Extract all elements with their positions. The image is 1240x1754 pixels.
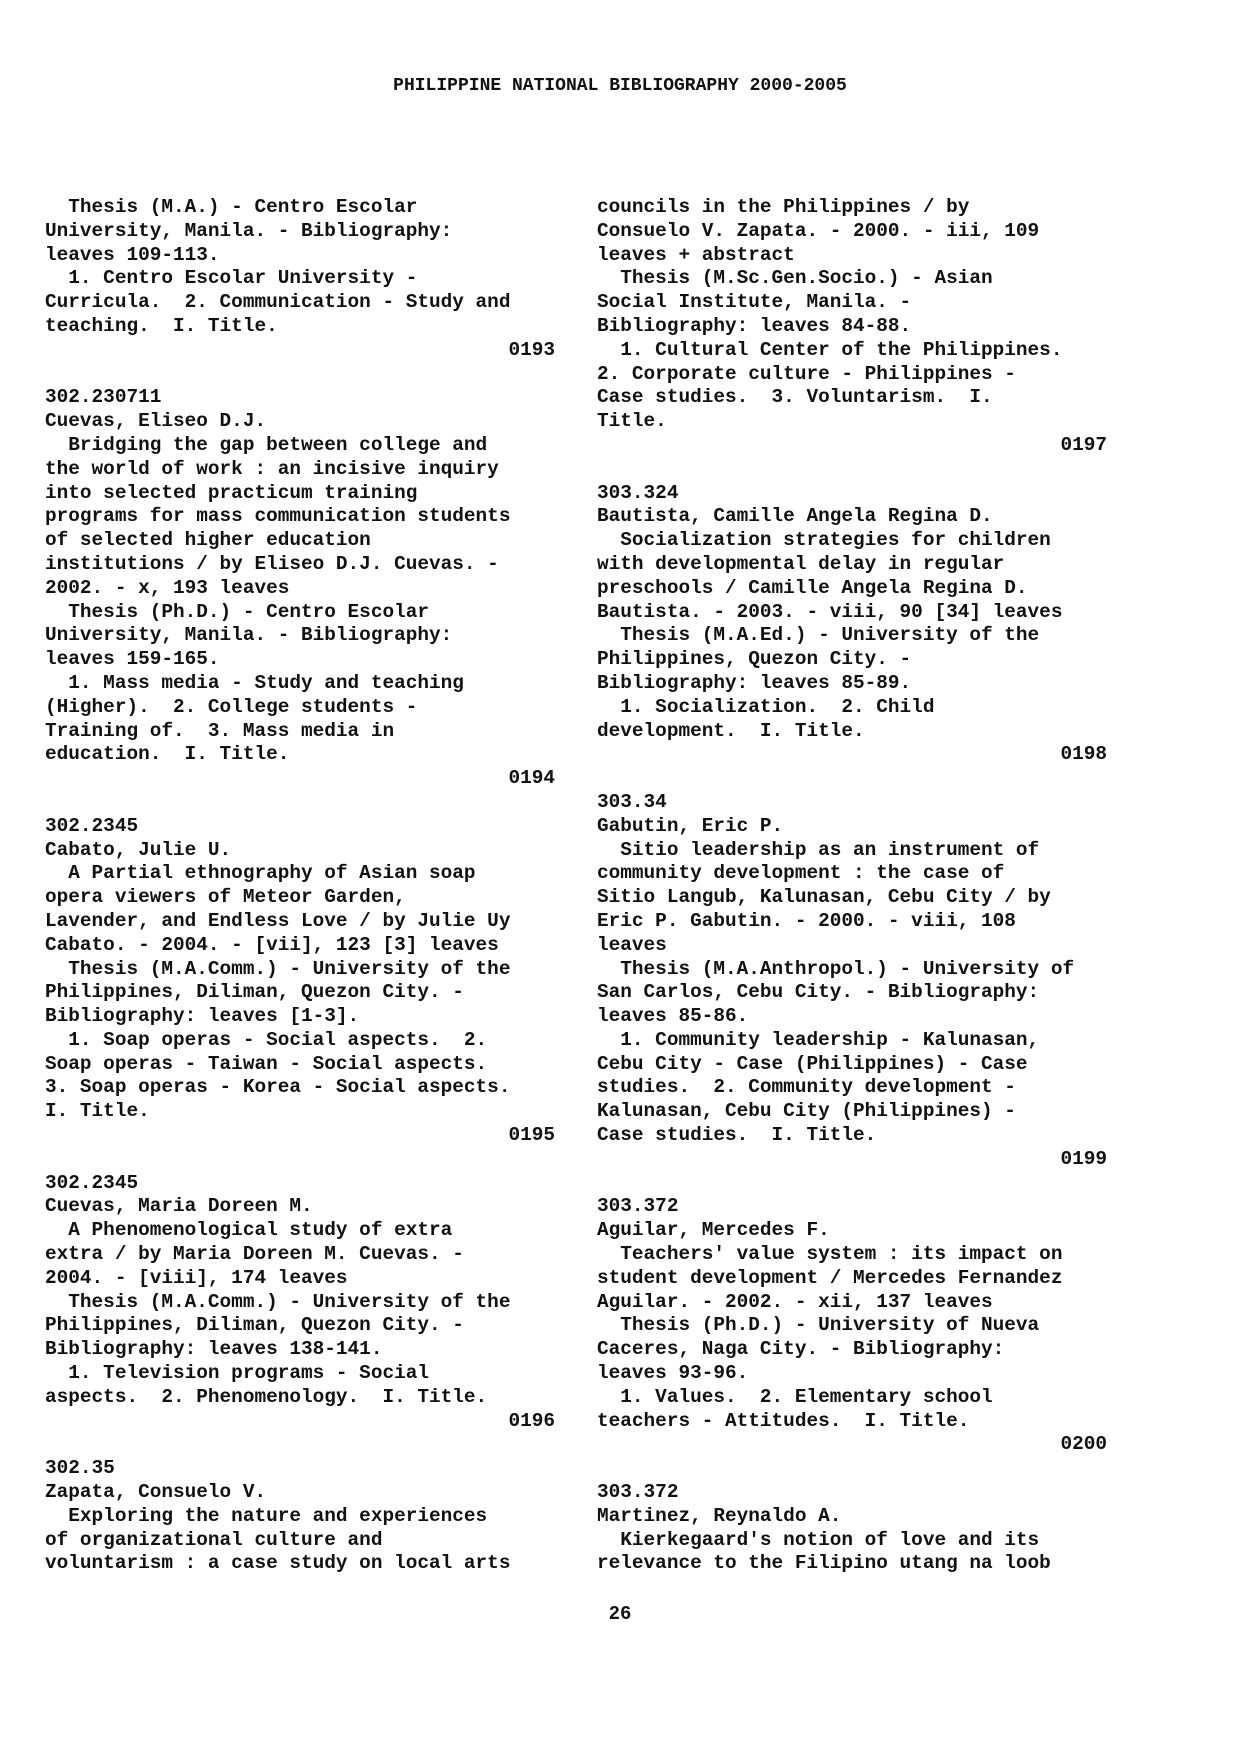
entry-title-line: leaves + abstract — [597, 243, 795, 266]
entry-title-line: voluntarism : a case study on local arts — [45, 1552, 511, 1575]
entry-subject-line: 1. Centro Escolar University - — [45, 267, 418, 290]
entry-number: 0200 — [1060, 1433, 1107, 1456]
entry-author: Cuevas, Eliseo D.J. — [45, 410, 267, 433]
entry-number: 0195 — [508, 1124, 555, 1147]
entry-note-line: leaves 85-86. — [597, 1005, 749, 1028]
entry-subject-line: Curricula. 2. Communication - Study and — [45, 291, 511, 314]
entry-author: Cuevas, Maria Doreen M. — [45, 1195, 313, 1218]
entry-subject-line: studies. 2. Community development - — [597, 1076, 1016, 1099]
entry-0197-continued — [597, 196, 1107, 458]
entry-note-line: leaves 93-96. — [597, 1362, 749, 1385]
entry-subject-line: 1. Values. 2. Elementary school — [597, 1385, 993, 1408]
entry-title-line: A Phenomenological study of extra — [45, 1219, 453, 1242]
entry-number: 0196 — [508, 1409, 555, 1432]
entry-author: Zapata, Consuelo V. — [45, 1481, 267, 1504]
entry-note-line: Bibliography: leaves 84-88. — [597, 314, 912, 337]
entry-0193-continued — [45, 196, 555, 363]
entry-note-line: leaves 159-165. — [45, 648, 220, 671]
entry-note-line: Philippines, Diliman, Quezon City. - — [45, 981, 464, 1004]
entry-note-line: University, Manila. - Bibliography: — [45, 219, 453, 242]
entry-title-line: Teachers' value system : its impact on — [597, 1243, 1063, 1266]
entry-subject-line: 1. Socialization. 2. Child — [597, 695, 935, 718]
entry-class-number: 302.2345 — [45, 814, 139, 837]
entry-title-line: leaves — [597, 933, 667, 956]
entry-0199 — [597, 791, 1107, 1172]
entry-title-line: of organizational culture and — [45, 1528, 383, 1551]
entry-class-number: 302.230711 — [45, 386, 162, 409]
entry-title-line: Bautista. - 2003. - viii, 90 [34] leaves — [597, 600, 1063, 623]
entry-note-line: University, Manila. - Bibliography: — [45, 624, 453, 647]
entry-subject-line: development. I. Title. — [597, 719, 865, 742]
page-number: 26 — [608, 1603, 632, 1625]
entry-subject-line: (Higher). 2. College students - — [45, 695, 418, 718]
entry-class-number: 303.34 — [597, 790, 667, 813]
entry-number: 0194 — [508, 767, 555, 790]
entry-note-line: Thesis (M.A.Comm.) - University of the — [45, 1290, 511, 1313]
entry-title-line: A Partial ethnography of Asian soap — [45, 862, 476, 885]
entry-title-line: Lavender, and Endless Love / by Julie Uy — [45, 909, 511, 932]
entry-0195 — [45, 815, 555, 1148]
entry-title-line: Kierkegaard's notion of love and its — [597, 1528, 1040, 1551]
entry-title-line: 2004. - [viii], 174 leaves — [45, 1266, 348, 1289]
entry-author: Gabutin, Eric P. — [597, 814, 784, 837]
entry-class-number: 302.35 — [45, 1457, 115, 1480]
entry-note-line: Thesis (Ph.D.) - University of Nueva — [597, 1314, 1040, 1337]
entry-number: 0199 — [1060, 1147, 1107, 1170]
entry-subject-line: education. I. Title. — [45, 743, 290, 766]
entry-0194 — [45, 386, 555, 791]
entry-title-line: Eric P. Gabutin. - 2000. - viii, 108 — [597, 909, 1016, 932]
entry-author: Martinez, Reynaldo A. — [597, 1504, 842, 1527]
entry-note-line: San Carlos, Cebu City. - Bibliography: — [597, 981, 1040, 1004]
entry-author: Bautista, Camille Angela Regina D. — [597, 505, 993, 528]
entry-note-line: Thesis (M.A.Anthropol.) - University of — [597, 957, 1075, 980]
entry-subject-line: 1. Mass media - Study and teaching — [45, 671, 464, 694]
entry-author: Aguilar, Mercedes F. — [597, 1219, 830, 1242]
entry-class-number: 303.324 — [597, 481, 679, 504]
entry-note-line: Social Institute, Manila. - — [597, 291, 912, 314]
entry-note-line: Philippines, Quezon City. - — [597, 648, 912, 671]
entry-subject-line: 1. Community leadership - Kalunasan, — [597, 1028, 1040, 1051]
entry-subject-line: Title. — [597, 410, 667, 433]
entry-title-line: community development : the case of — [597, 862, 1005, 885]
entry-title-line: Cabato. - 2004. - [vii], 123 [3] leaves — [45, 933, 499, 956]
right-column — [597, 196, 1107, 1576]
entry-note-line: Philippines, Diliman, Quezon City. - — [45, 1314, 464, 1337]
entry-note-line: Thesis (Ph.D.) - Centro Escolar — [45, 600, 429, 623]
entry-number: 0198 — [1060, 743, 1107, 766]
entry-title-line: into selected practicum training — [45, 481, 418, 504]
entry-subject-line: 1. Television programs - Social — [45, 1362, 429, 1385]
entry-title-line: of selected higher education — [45, 529, 371, 552]
entry-title-line: programs for mass communication students — [45, 505, 511, 528]
entry-title-line: Sitio Langub, Kalunasan, Cebu City / by — [597, 886, 1051, 909]
entry-title-line: the world of work : an incisive inquiry — [45, 457, 499, 480]
entry-subject-line: I. Title. — [45, 1100, 150, 1123]
entry-subject-line: 3. Soap operas - Korea - Social aspects. — [45, 1076, 511, 1099]
entry-class-number: 303.372 — [597, 1195, 679, 1218]
entry-subject-line: teachers - Attitudes. I. Title. — [597, 1409, 970, 1432]
entry-subject-line: Training of. 3. Mass media in — [45, 719, 395, 742]
entry-class-number: 302.2345 — [45, 1171, 139, 1194]
entry-subject-line: Case studies. 3. Voluntarism. I. — [597, 386, 993, 409]
entry-title-line: Aguilar. - 2002. - xii, 137 leaves — [597, 1290, 993, 1313]
entry-title-line: Exploring the nature and experiences — [45, 1504, 488, 1527]
entry-note-line: Bibliography: leaves 85-89. — [597, 671, 912, 694]
entry-note-line: Bibliography: leaves [1-3]. — [45, 1005, 360, 1028]
entry-subject-line: 1. Soap operas - Social aspects. 2. — [45, 1028, 488, 1051]
entry-note-line: Caceres, Naga City. - Bibliography: — [597, 1338, 1005, 1361]
entry-0198 — [597, 482, 1107, 768]
entry-0196 — [45, 1172, 555, 1434]
entry-note-line: Bibliography: leaves 138-141. — [45, 1338, 383, 1361]
entry-number: 0197 — [1060, 433, 1107, 456]
entry-note-line: Thesis (M.A.Ed.) - University of the — [597, 624, 1040, 647]
entry-subject-line: teaching. I. Title. — [45, 314, 278, 337]
page-header: PHILIPPINE NATIONAL BIBLIOGRAPHY 2000-2005 — [393, 76, 847, 96]
entry-title-line: councils in the Philippines / by — [597, 196, 970, 218]
entry-title-line: extra / by Maria Doreen M. Cuevas. - — [45, 1243, 464, 1266]
entry-title-line: Socialization strategies for children — [597, 529, 1051, 552]
entry-title-line: Bridging the gap between college and — [45, 433, 488, 456]
entry-title-line: Consuelo V. Zapata. - 2000. - iii, 109 — [597, 219, 1040, 242]
entry-title-line: with developmental delay in regular — [597, 552, 1005, 575]
entry-subject-line: Cebu City - Case (Philippines) - Case — [597, 1052, 1028, 1075]
entry-subject-line: 1. Cultural Center of the Philippines. — [597, 338, 1063, 361]
entry-subject-line: Kalunasan, Cebu City (Philippines) - — [597, 1100, 1016, 1123]
entry-title-line: relevance to the Filipino utang na loob — [597, 1552, 1051, 1575]
entry-subject-line: aspects. 2. Phenomenology. I. Title. — [45, 1385, 488, 1408]
left-column — [45, 196, 555, 1576]
entry-subject-line: Soap operas - Taiwan - Social aspects. — [45, 1052, 488, 1075]
entry-number: 0193 — [508, 338, 555, 361]
entry-title-line: Sitio leadership as an instrument of — [597, 838, 1040, 861]
entry-author: Cabato, Julie U. — [45, 838, 232, 861]
entry-class-number: 303.372 — [597, 1481, 679, 1504]
entry-note-line: Thesis (M.A.) - Centro Escolar — [45, 196, 418, 218]
entry-title-line: preschools / Camille Angela Regina D. — [597, 576, 1028, 599]
entry-note-line: Thesis (M.Sc.Gen.Socio.) - Asian — [597, 267, 993, 290]
entry-0200 — [597, 1195, 1107, 1457]
entry-note-line: Thesis (M.A.Comm.) - University of the — [45, 957, 511, 980]
entry-note-line: leaves 109-113. — [45, 243, 220, 266]
entry-title-line: student development / Mercedes Fernandez — [597, 1266, 1063, 1289]
entry-title-line: institutions / by Eliseo D.J. Cuevas. - — [45, 552, 499, 575]
entry-subject-line: Case studies. I. Title. — [597, 1124, 877, 1147]
entry-title-line: 2002. - x, 193 leaves — [45, 576, 290, 599]
entry-0197-start — [45, 1457, 555, 1576]
entry-subject-line: 2. Corporate culture - Philippines - — [597, 362, 1016, 385]
entry-0201-start — [597, 1481, 1107, 1576]
entry-title-line: opera viewers of Meteor Garden, — [45, 886, 406, 909]
